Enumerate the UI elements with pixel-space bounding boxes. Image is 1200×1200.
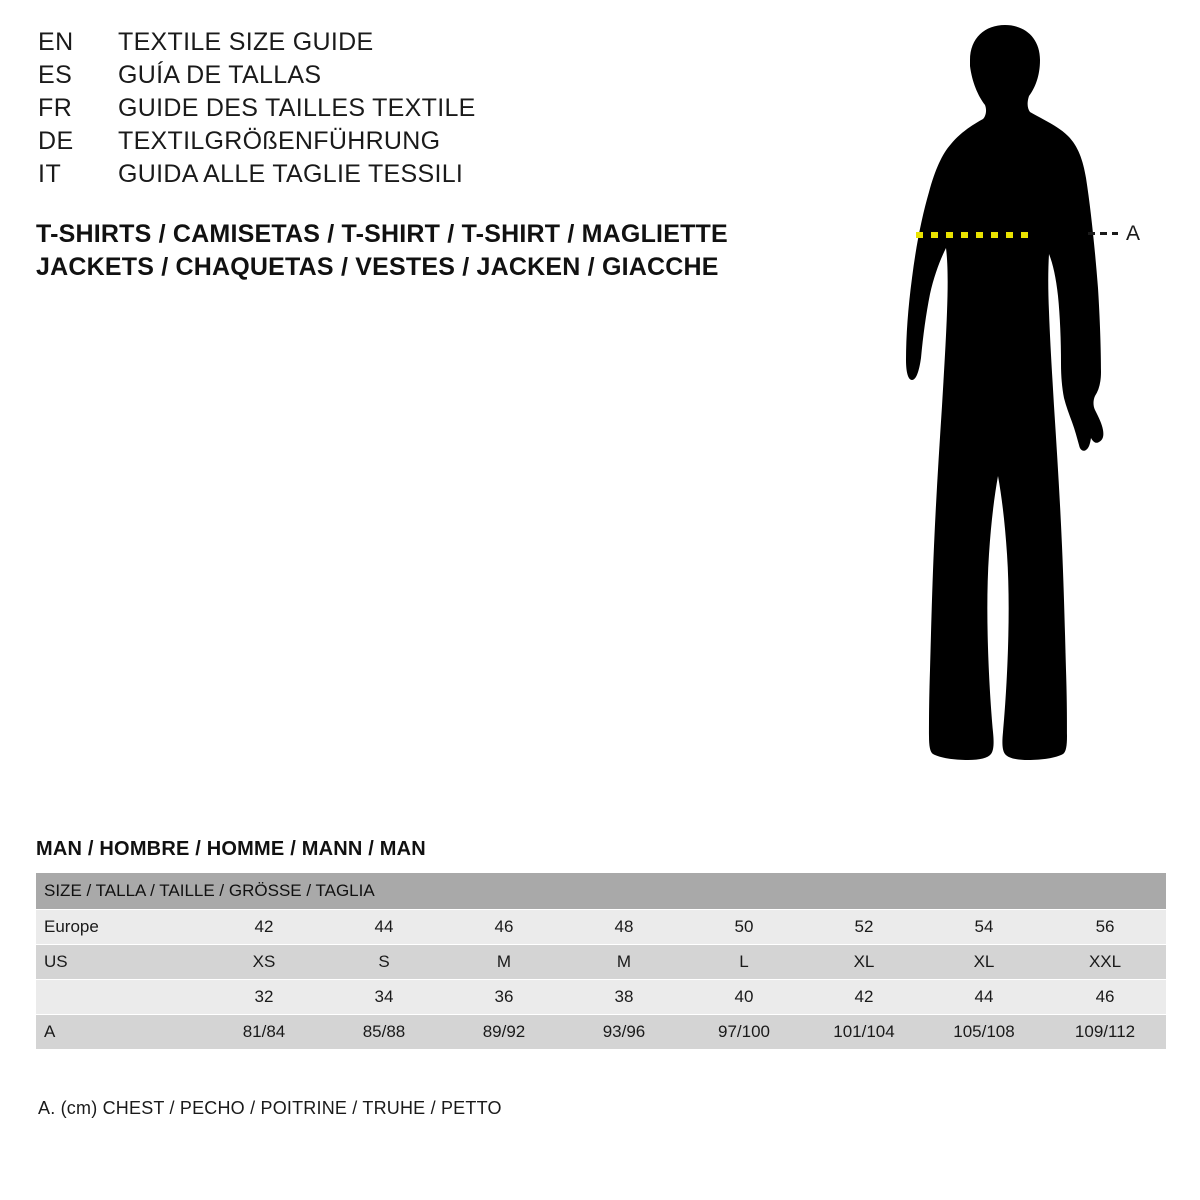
language-code: FR <box>38 94 73 122</box>
cell: 52 <box>804 910 924 945</box>
cell: 44 <box>324 910 444 945</box>
measure-label-a: A <box>1126 222 1141 245</box>
language-code: IT <box>38 160 62 188</box>
cell: 40 <box>684 980 804 1015</box>
cell: 101/104 <box>804 1015 924 1050</box>
cell: XXL <box>1044 945 1166 980</box>
cell: XL <box>924 945 1044 980</box>
footnote-chest-measure: A. (cm) CHEST / PECHO / POITRINE / TRUHE / PETTO <box>38 1098 502 1118</box>
cell: 42 <box>204 910 324 945</box>
cell: 54 <box>924 910 1044 945</box>
cell: M <box>444 945 564 980</box>
cell: XS <box>204 945 324 980</box>
cell: 34 <box>324 980 444 1015</box>
size-table <box>36 873 1166 1050</box>
row-label-chest: A <box>36 1015 204 1050</box>
language-row <box>38 30 798 55</box>
cell: 48 <box>564 910 684 945</box>
cell: 89/92 <box>444 1015 564 1050</box>
cell: XL <box>804 945 924 980</box>
cell: 32 <box>204 980 324 1015</box>
cell: 50 <box>684 910 804 945</box>
table-header-row <box>36 873 1166 910</box>
cell: L <box>684 945 804 980</box>
measure-leader-line <box>1088 232 1118 235</box>
language-text: TEXTILGRÖßENFÜHRUNG <box>118 127 441 155</box>
language-row <box>38 129 798 154</box>
table-row <box>36 945 1166 980</box>
cell: 36 <box>444 980 564 1015</box>
row-label-us: US <box>36 945 204 980</box>
garment-line-jackets: JACKETS / CHAQUETAS / VESTES / JACKEN / GIACCHE <box>36 253 719 281</box>
body-silhouette-illustration <box>820 20 1180 790</box>
cell: 85/88 <box>324 1015 444 1050</box>
language-text: GUIDA ALLE TAGLIE TESSILI <box>118 160 464 188</box>
garment-line-tshirts: T-SHIRTS / CAMISETAS / T-SHIRT / T-SHIRT / MAGLIETTE <box>36 220 728 248</box>
language-code: EN <box>38 28 74 56</box>
cell: S <box>324 945 444 980</box>
cell: 46 <box>444 910 564 945</box>
language-text: GUÍA DE TALLAS <box>118 61 322 89</box>
cell: 93/96 <box>564 1015 684 1050</box>
language-text: TEXTILE SIZE GUIDE <box>118 28 374 56</box>
cell: 56 <box>1044 910 1166 945</box>
row-label-europe: Europe <box>36 910 204 945</box>
row-label-numeric <box>36 980 204 1015</box>
table-header-label: SIZE / TALLA / TAILLE / GRÖSSE / TAGLIA <box>36 873 1166 910</box>
language-code: ES <box>38 61 73 89</box>
cell: 46 <box>1044 980 1166 1015</box>
language-list <box>38 30 798 195</box>
cell: 42 <box>804 980 924 1015</box>
language-row <box>38 63 798 88</box>
table-row <box>36 910 1166 945</box>
garment-types <box>36 218 796 284</box>
table-row <box>36 980 1166 1015</box>
cell: M <box>564 945 684 980</box>
cell: 105/108 <box>924 1015 1044 1050</box>
cell: 97/100 <box>684 1015 804 1050</box>
table-row <box>36 1015 1166 1050</box>
size-table-section <box>36 838 1166 1050</box>
cell: 44 <box>924 980 1044 1015</box>
table-group-title: MAN / HOMBRE / HOMME / MANN / MAN <box>36 838 426 860</box>
cell: 81/84 <box>204 1015 324 1050</box>
cell: 38 <box>564 980 684 1015</box>
language-code: DE <box>38 127 74 155</box>
language-row <box>38 162 798 187</box>
language-text: GUIDE DES TAILLES TEXTILE <box>118 94 476 122</box>
language-row <box>38 96 798 121</box>
cell: 109/112 <box>1044 1015 1166 1050</box>
